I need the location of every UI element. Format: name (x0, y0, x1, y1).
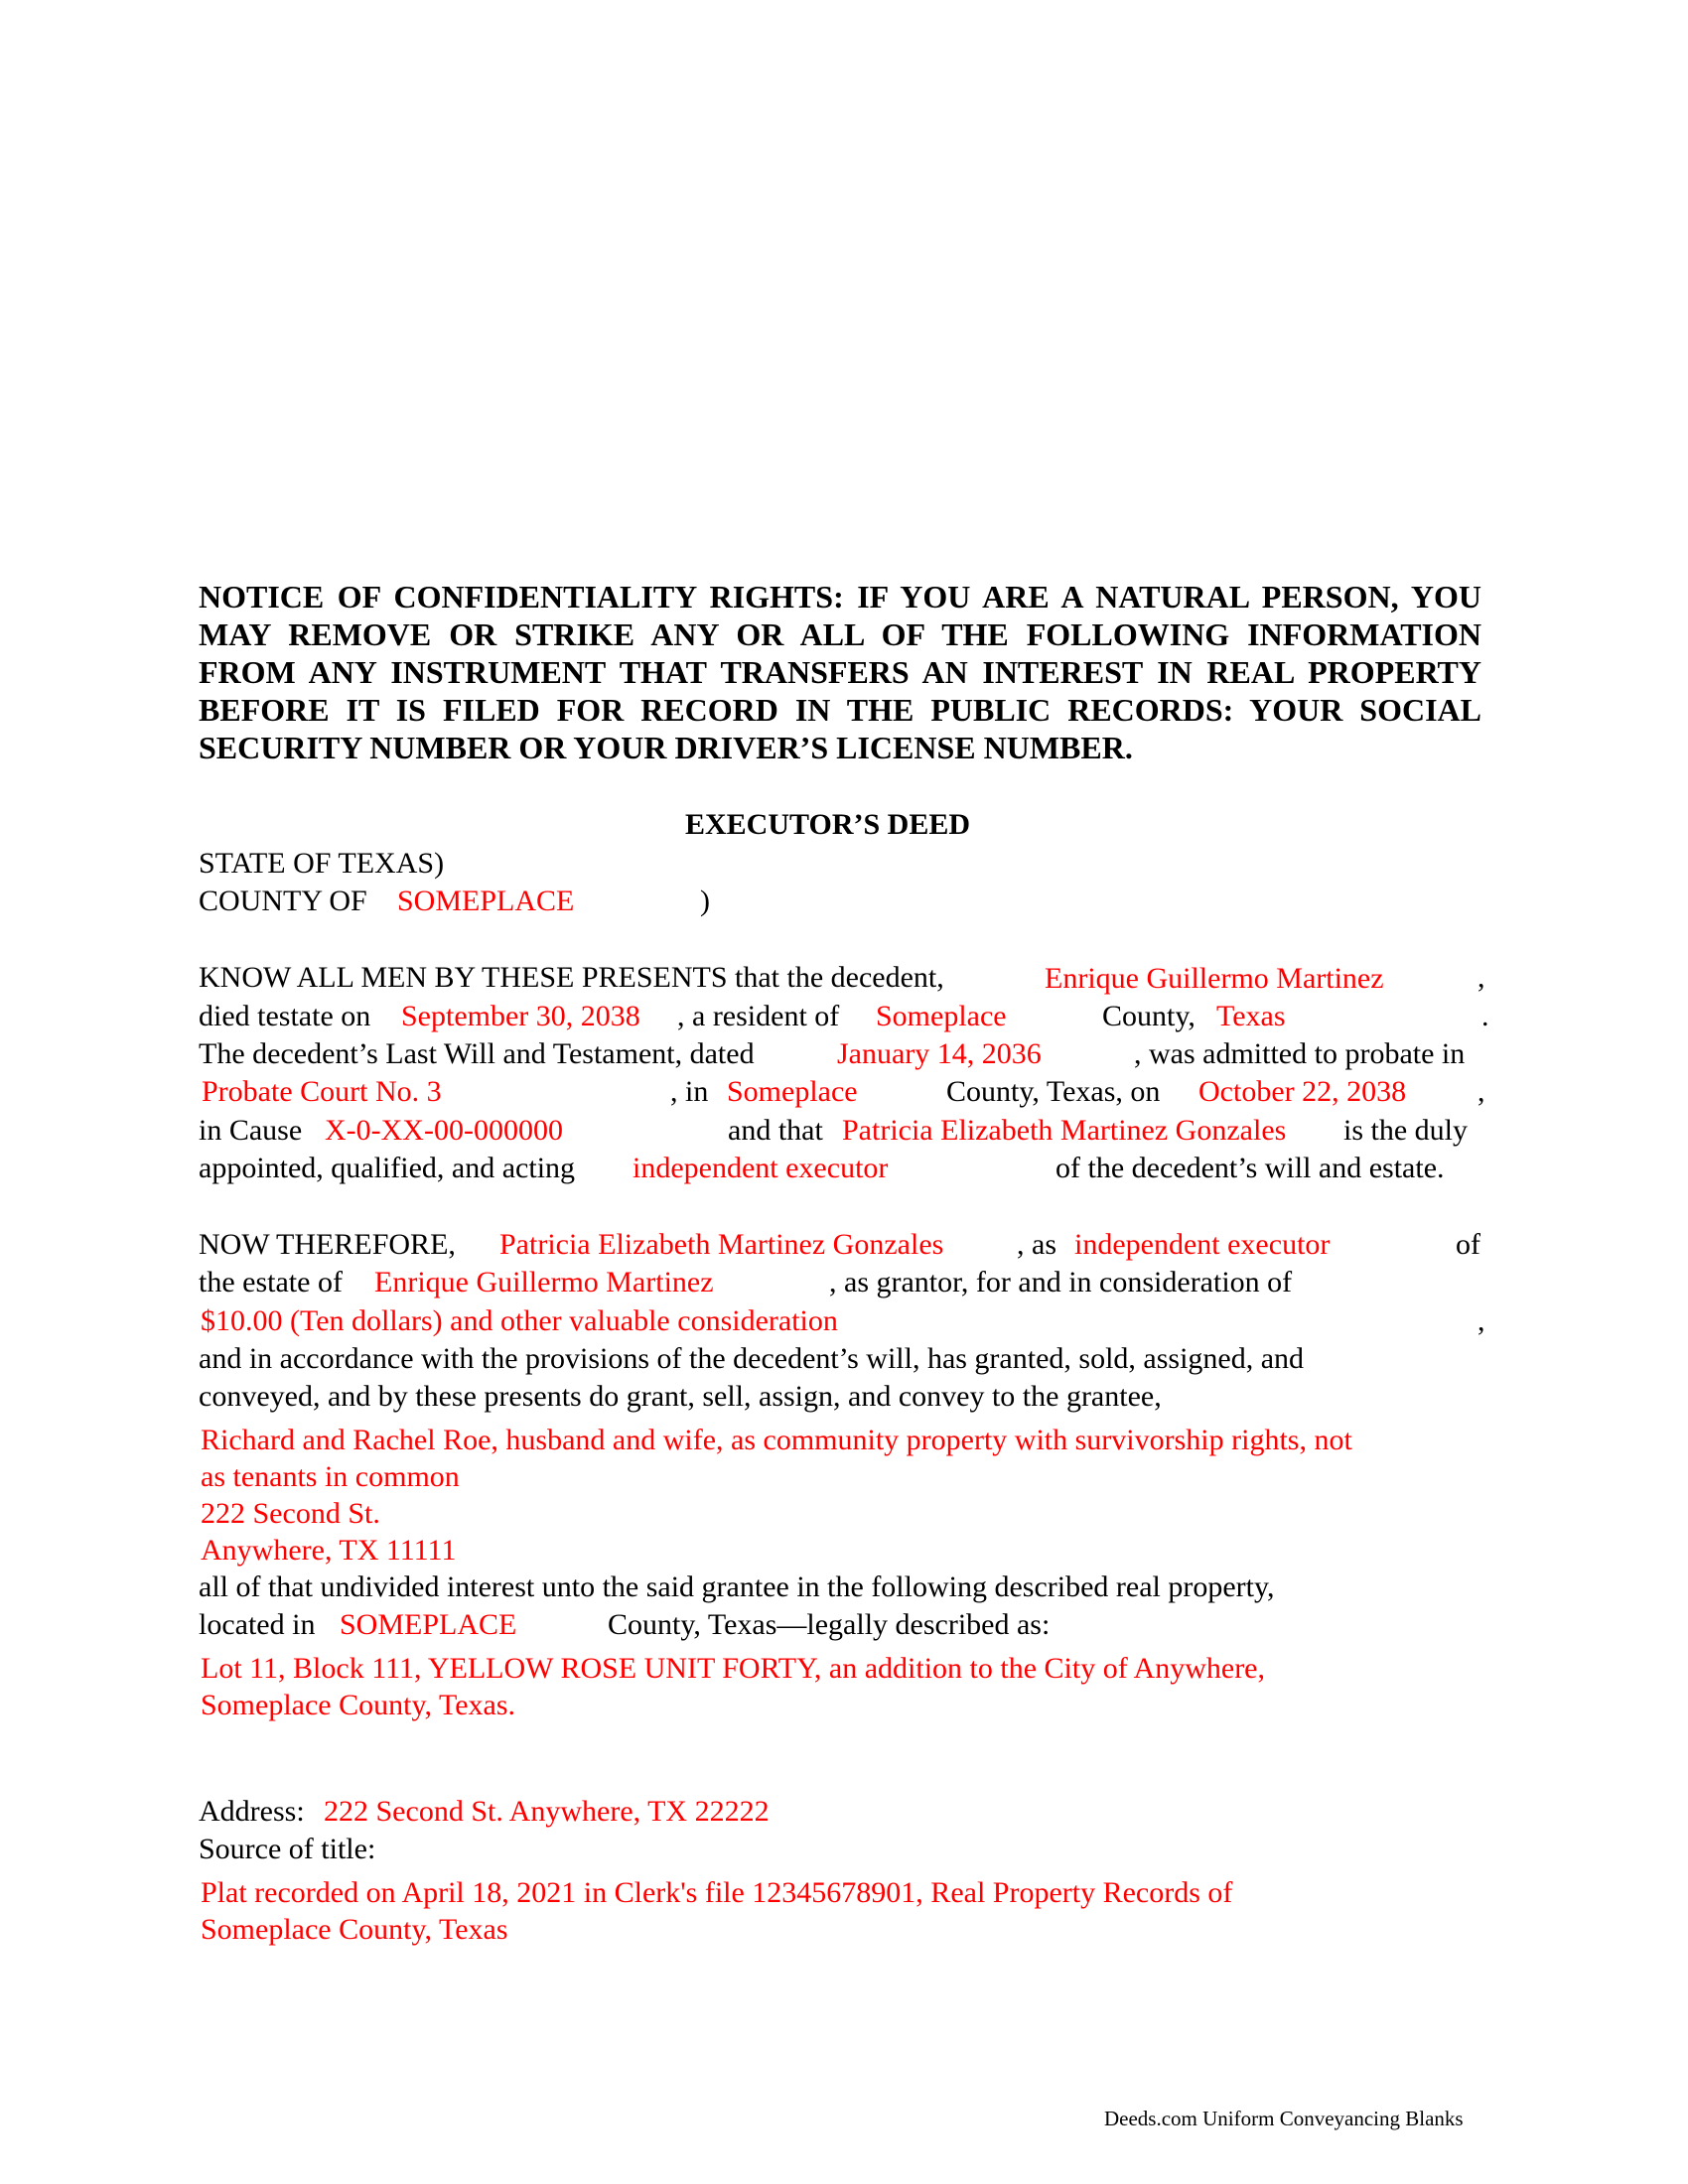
undivided-interest-text: all of that undivided interest unto the said grantee in the following described real property, (199, 1570, 1275, 1603)
venue-county-paren: ) (700, 885, 710, 917)
notice-line: MAY REMOVE OR STRIKE ANY OR ALL OF THE FOLLOWING INFORMATION (199, 616, 1481, 652)
decedent-name: Enrique Guillermo Martinez (374, 1266, 714, 1298)
probate-court: Probate Court No. 3 (202, 1075, 442, 1108)
notice-line: NOTICE OF CONFIDENTIALITY RIGHTS: IF YOU ARE A NATURAL PERSON, YOU (199, 579, 1481, 614)
address-value: 222 Second St. Anywhere, TX 22222 (324, 1795, 770, 1828)
legally-described-text: County, Texas—legally described as: (608, 1608, 1051, 1641)
punct-comma: , (1477, 961, 1485, 994)
accordance-text: and in accordance with the provisions of the decedent’s will, has granted, sold, assigned, and (199, 1342, 1305, 1375)
appointed-text: appointed, qualified, and acting (199, 1152, 576, 1184)
executor-type: independent executor (633, 1152, 889, 1184)
confidentiality-notice (199, 578, 1481, 766)
grantee-line: Richard and Rachel Roe, husband and wife, as community property with survivorship rights, not (201, 1424, 1352, 1456)
county-texas-on-text: County, Texas, on (946, 1075, 1161, 1108)
as-text: , as (1017, 1228, 1056, 1261)
grantee-line: as tenants in common (201, 1460, 460, 1493)
executor-name: Patricia Elizabeth Martinez Gonzales (842, 1114, 1287, 1147)
grantor-text: , as grantor, for and in consideration of (829, 1266, 1293, 1298)
footer-credit: Deeds.com Uniform Conveyancing Blanks (1104, 2107, 1464, 2130)
venue-county-label: COUNTY OF (199, 885, 367, 917)
died-testate-text: died testate on (199, 1000, 371, 1032)
admitted-text: , was admitted to probate in (1134, 1037, 1466, 1070)
and-that-text: and that (728, 1114, 823, 1147)
estate-of-text: the estate of (199, 1266, 343, 1298)
now-therefore-text: NOW THEREFORE, (199, 1228, 456, 1261)
source-of-title-line: Someplace County, Texas (201, 1913, 508, 1946)
will-estate-text: of the decedent’s will and estate. (1055, 1152, 1445, 1184)
death-date: September 30, 2038 (401, 1000, 640, 1032)
punct-comma: , (1477, 1304, 1485, 1337)
executor-name: Patricia Elizabeth Martinez Gonzales (499, 1228, 944, 1261)
grantee-address-street: 222 Second St. (201, 1497, 380, 1530)
punct-comma: , (1477, 1075, 1485, 1108)
notice-line: BEFORE IT IS FILED FOR RECORD IN THE PUBLIC RECORDS: YOUR SOCIAL (199, 692, 1481, 728)
consideration: $10.00 (Ten dollars) and other valuable consideration (201, 1304, 838, 1337)
source-of-title-line: Plat recorded on April 18, 2021 in Clerk's file 12345678901, Real Property Records of (201, 1876, 1233, 1909)
probate-date: October 22, 2038 (1198, 1075, 1407, 1108)
will-text: The decedent’s Last Will and Testament, dated (199, 1037, 755, 1070)
legal-description-line: Someplace County, Texas. (201, 1689, 516, 1721)
notice-line: FROM ANY INSTRUMENT THAT TRANSFERS AN INTEREST IN REAL PROPERTY (199, 654, 1481, 690)
county-text: County, (1102, 1000, 1196, 1032)
property-county: SOMEPLACE (340, 1608, 517, 1641)
resident-text: , a resident of (677, 1000, 840, 1032)
cause-text: in Cause (199, 1114, 303, 1147)
notice-line: SECURITY NUMBER OR YOUR DRIVER’S LICENSE NUMBER. (199, 730, 1133, 765)
in-text: , in (670, 1075, 709, 1108)
document-title: EXECUTOR’S DEED (685, 808, 971, 841)
source-of-title-label: Source of title: (199, 1833, 376, 1865)
venue-state: STATE OF TEXAS) (199, 847, 445, 880)
address-label: Address: (199, 1795, 305, 1828)
located-in-text: located in (199, 1608, 316, 1641)
duly-text: is the duly (1343, 1114, 1468, 1147)
decedent-name: Enrique Guillermo Martinez (1045, 962, 1384, 995)
venue-county-value: SOMEPLACE (397, 885, 575, 917)
punct-period: . (1481, 1000, 1489, 1032)
cause-number: X-0-XX-00-000000 (325, 1114, 563, 1147)
resident-county: Someplace (876, 1000, 1007, 1032)
will-date: January 14, 2036 (837, 1037, 1042, 1070)
resident-state: Texas (1216, 1000, 1286, 1032)
court-county: Someplace (727, 1075, 858, 1108)
legal-description-line: Lot 11, Block 111, YELLOW ROSE UNIT FORTY, an addition to the City of Anywhere, (201, 1652, 1266, 1685)
executor-type: independent executor (1074, 1228, 1331, 1261)
conveyed-text: conveyed, and by these presents do grant, sell, assign, and convey to the grantee, (199, 1380, 1162, 1413)
know-all-text: KNOW ALL MEN BY THESE PRESENTS that the decedent, (199, 961, 944, 994)
of-text: of (1456, 1228, 1480, 1261)
grantee-address-city: Anywhere, TX 11111 (201, 1534, 457, 1567)
